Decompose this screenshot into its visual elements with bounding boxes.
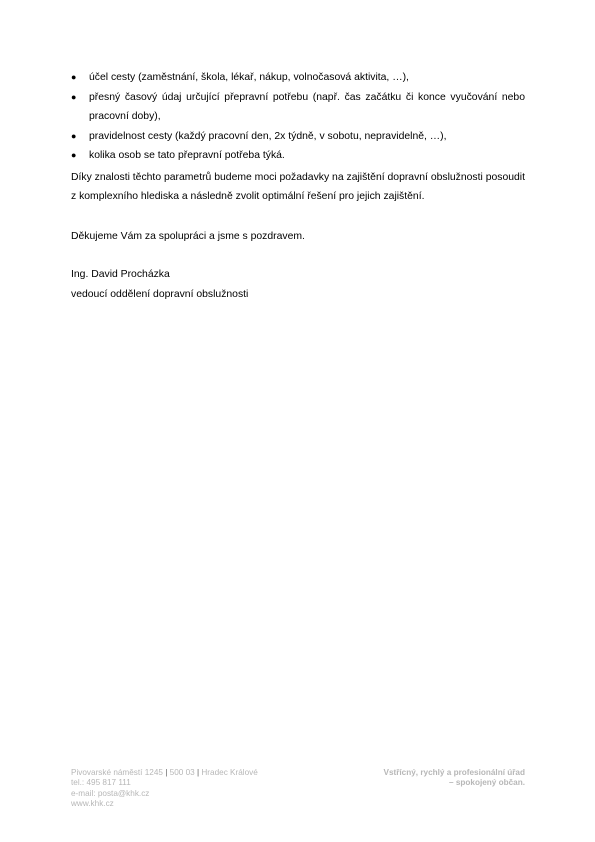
footer-street: Pivovarské náměstí 1245 — [71, 768, 163, 777]
list-item — [71, 68, 525, 88]
footer-city: Hradec Králové — [201, 768, 258, 777]
list-item-text: pravidelnost cesty (každý pracovní den, 2x týdně, v sobotu, nepravidelně, …), — [89, 130, 447, 142]
footer-separator: | — [196, 768, 200, 777]
footer-motto-line2: – spokojený občan. — [449, 778, 525, 788]
bullet-icon: ● — [71, 150, 77, 160]
footer-email: e-mail: posta@khk.cz — [71, 788, 150, 798]
footer-phone: tel.: 495 817 111 — [71, 778, 131, 788]
closing-line: Děkujeme Vám za spolupráci a jsme s pozdravem. — [71, 230, 305, 242]
footer-motto-line1: Vstřícný, rychlý a profesionální úřad — [383, 768, 525, 777]
list-item — [71, 146, 525, 166]
bullet-icon: ● — [71, 72, 77, 82]
list-item — [71, 127, 525, 147]
footer-contact — [71, 768, 311, 810]
list-item — [71, 88, 525, 127]
footer-zip: 500 03 — [169, 768, 195, 777]
footer-web: www.khk.cz — [71, 799, 114, 809]
bullet-icon: ● — [71, 130, 77, 141]
footer-separator: | — [165, 768, 168, 777]
bullet-list — [71, 68, 525, 166]
letter-body — [71, 68, 525, 304]
list-item-text: účel cesty (zaměstnání, škola, lékař, nákup, volnočasová aktivita, …), — [89, 72, 409, 83]
list-item-text: přesný časový údaj určující přepravní potřebu (např. čas začátku či konce vyučování nebo pracovní doby), — [89, 91, 525, 122]
body-paragraph: Díky znalosti těchto parametrů budeme moci požadavky na zajištění dopravní obslužnosti posoudit z komplexního hlediska a následně zvolit optimální řešení pro jejich zajištění. — [71, 171, 525, 202]
footer-address — [71, 768, 311, 778]
bullet-icon: ● — [71, 91, 77, 102]
signature-title: vedoucí oddělení dopravní obslužnosti — [71, 288, 249, 300]
signature-name: Ing. David Procházka — [71, 269, 170, 280]
list-item-text: kolika osob se tato přepravní potřeba týká. — [89, 150, 285, 161]
footer-motto — [325, 768, 525, 789]
